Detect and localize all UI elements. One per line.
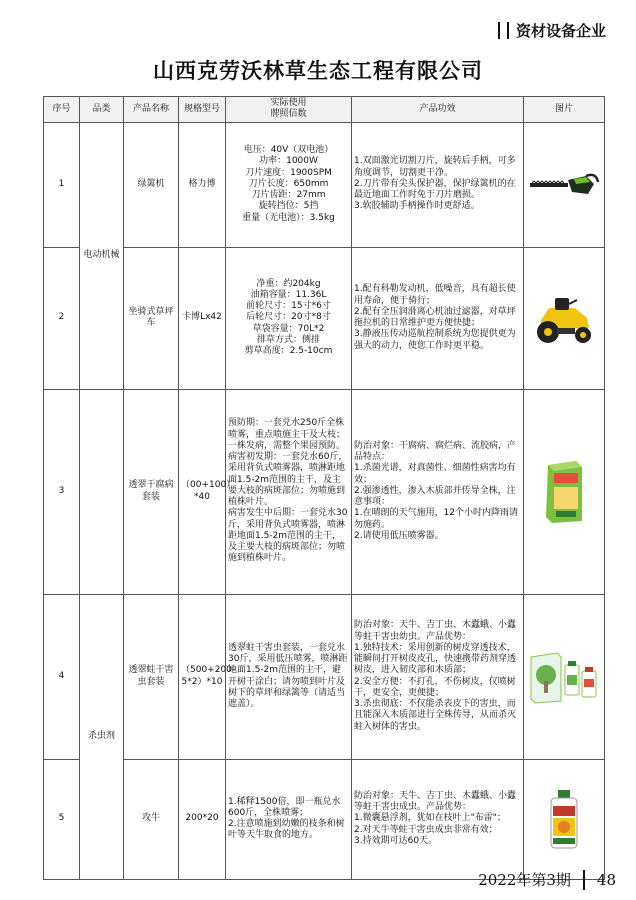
effects-cell: [352, 594, 524, 759]
table-row: [44, 247, 605, 389]
header-effects: 产品功效: [352, 97, 524, 123]
image-cell: [524, 594, 605, 759]
product-table: [43, 96, 605, 880]
effect-line: 2.安全方便：不打孔，不伤树皮，仅喷树干，更安全，更便捷；: [354, 676, 516, 698]
page-number: 48: [596, 870, 616, 889]
product-name: 透翠干腐病套装: [124, 389, 179, 594]
effect-line: 1.独特技术：采用创新的树皮穿透技术，能瞬间打开树皮皮孔，快速携带药剂穿透树皮，进入韧皮部和木质部；: [354, 642, 517, 676]
header-category: 品类: [80, 97, 124, 123]
table-row: [44, 122, 605, 247]
param-line: 前轮尺寸：15寸*6寸: [246, 301, 331, 312]
row-no: 2: [44, 247, 80, 389]
param-line: 剪草高度：2.5-10cm: [244, 346, 333, 357]
effect-line: 1.微囊悬浮剂，犹如在枝叶上"布雷"；: [354, 813, 506, 824]
param-line: 重量（无电池）：3.5kg: [242, 212, 335, 223]
image-cell: [524, 122, 605, 247]
header-params: 实际使用 牌照信数: [226, 97, 352, 123]
image-cell: [524, 247, 605, 389]
product-name: 坐骑式草坪车: [124, 247, 179, 389]
effect-line: 1.配有科勒发动机，低噪音，具有超长使用寿命，便于骑行；: [354, 284, 516, 306]
hedge-trimmer-image: [528, 170, 600, 200]
param-line: 草袋容量：70L*2: [252, 323, 325, 334]
effects-cell: [352, 122, 524, 247]
param-line: 刀片齿距：27mm: [251, 190, 326, 201]
effect-line: 3.持效期可达60天。: [354, 835, 438, 846]
params-cell: [226, 247, 352, 389]
insecticide-set-image: [527, 647, 601, 707]
effect-line: 防治对象：干腐病、腐烂病、流胶病，产品特点：: [354, 440, 517, 463]
param-line: 油箱容量：11.36L: [250, 289, 327, 300]
insecticide-bottle-image: [547, 788, 581, 850]
effect-line: 防治对象：天牛、吉丁虫、木蠹蛾、小蠹等蛀干害虫幼虫。产品优势：: [354, 620, 517, 642]
category-cell: 电动机械: [80, 122, 124, 389]
footer-divider: [583, 870, 585, 890]
effect-line: 2.对天牛等蛀干害虫成虫非常有效；: [354, 824, 498, 835]
page-footer: [478, 869, 616, 890]
image-cell: [524, 389, 605, 594]
image-cell: [524, 759, 605, 879]
effects-cell: [352, 389, 524, 594]
table-row: [44, 594, 605, 759]
params-cell: [226, 122, 352, 247]
section-tag: [498, 20, 606, 41]
param-line: 2.注意喷施到幼嫩的枝条和树叶等天牛取食的地方。: [228, 819, 345, 841]
category-cell-empty: [80, 389, 124, 594]
param-line: 刀片速度：1900SPM: [245, 167, 332, 178]
param-line: 病害初发期：一套兑水60斤，采用背负式喷雾器，喷淋距地面1.5-2m范围的主干，及主要大枝的病斑部位；勿喷施到植株叶片。: [228, 452, 348, 508]
lawn-tractor-image: [529, 290, 599, 346]
effect-line: 防治对象：天牛、吉丁虫、木蠹蛾、小蠹等蛀干害虫成虫。产品优势：: [354, 790, 517, 813]
fungicide-box-image: [542, 459, 586, 525]
issue-label: 2022年第3期: [478, 871, 571, 889]
row-no: 1: [44, 122, 80, 247]
effect-line: 3.杀虫彻底：不仅能杀表皮下的害虫，而且能深入木质部进行全株传导，从而杀灭蛀入树体的害虫。: [354, 699, 517, 732]
product-spec: （500+200-5*2）*10: [179, 594, 226, 759]
param-line: 功率：1000W: [259, 156, 318, 167]
param-line: 刀片长度：650mm: [248, 178, 329, 189]
company-title: 山西克劳沃林草生态工程有限公司: [153, 58, 483, 83]
product-spec: 卡博Lx42: [179, 247, 226, 389]
param-line: 旋转挡位：5挡: [258, 201, 319, 212]
header-image: 图片: [524, 97, 605, 123]
product-spec: 格力博: [179, 122, 226, 247]
header-no: 序号: [44, 97, 80, 123]
effect-line: 2.刀片带有尖头保护器，保护绿篱机的在最近地面工作时免于刀片磨损。: [354, 178, 516, 201]
header-name: 产品名称: [124, 97, 179, 123]
param-line: 1.稀释1500倍，即一瓶兑水600斤，全株喷雾；: [228, 796, 341, 818]
effect-line: 1.在晴朗的天气施用，12个小时内降雨请勿施药。: [354, 508, 519, 530]
product-name: 透翠蛀干害虫套装: [124, 594, 179, 759]
product-name: 攻牛: [124, 759, 179, 879]
effect-line: 3.静液压传动巡航控制系统为您提供更为强大的动力，使您工作时更平稳。: [354, 329, 516, 351]
row-no: 5: [44, 759, 80, 879]
section-bars-icon: [498, 22, 509, 39]
effect-line: 2.强渗透性，渗入木质部并传导全株，注意事项：: [354, 485, 516, 508]
category-cell: 杀虫剂: [80, 594, 124, 879]
param-line: 预防期：一套兑水250斤全株喷雾，重点喷施主干及大枝；一株发病，需整个果园预防。: [228, 418, 346, 451]
row-no: 4: [44, 594, 80, 759]
params-cell: [226, 389, 352, 594]
header-spec: 规格型号: [179, 97, 226, 123]
param-line: 病害发生中后期：一套兑水30斤，采用背负式喷雾器，喷淋距地面1.5-2m范围的主干，及主要大枝的病斑部位；勿喷施到植株叶片。: [228, 508, 348, 564]
effects-cell: [352, 247, 524, 389]
effect-line: 1.杀菌光谱，对真菌性、细菌性病害均有效；: [354, 463, 516, 485]
effect-line: 2.请使用低压喷雾器。: [354, 530, 444, 541]
param-line: 透翠蛀干害虫套装，一套兑水30斤，采用低压喷雾，喷淋距地面1.5-2m范围的主干，避开树干涂白；请勿喷到叶片及树下的草坪和绿篱等（请适当遮盖）。: [228, 642, 348, 709]
table-row: [44, 759, 605, 879]
params-cell: [226, 759, 352, 879]
product-spec: （00+100）*40: [179, 389, 226, 594]
effect-line: 2.配有全压润滑离心机油过滤器，对草坪拖拉机的日常维护更方便快捷；: [354, 306, 516, 328]
effect-line: 3.软胶辅助手柄操作时更舒适。: [354, 201, 480, 212]
table-row: [44, 389, 605, 594]
effect-line: 1.双面激光切割刀片，旋转后手柄，可多角度调节，切割更干净。: [354, 156, 516, 178]
param-line: 净重：约204kg: [256, 278, 321, 289]
param-line: 排草方式：侧排: [256, 334, 320, 345]
table-header-row: [44, 97, 605, 123]
effects-cell: [352, 759, 524, 879]
row-no: 3: [44, 389, 80, 594]
product-spec: 200*20: [179, 759, 226, 879]
param-line: 后轮尺寸：20寸*8寸: [246, 312, 331, 323]
product-name: 绿篱机: [124, 122, 179, 247]
param-line: 电压：40V（双电池）: [243, 145, 334, 156]
params-cell: [226, 594, 352, 759]
section-tag-label: 资材设备企业: [515, 22, 606, 40]
